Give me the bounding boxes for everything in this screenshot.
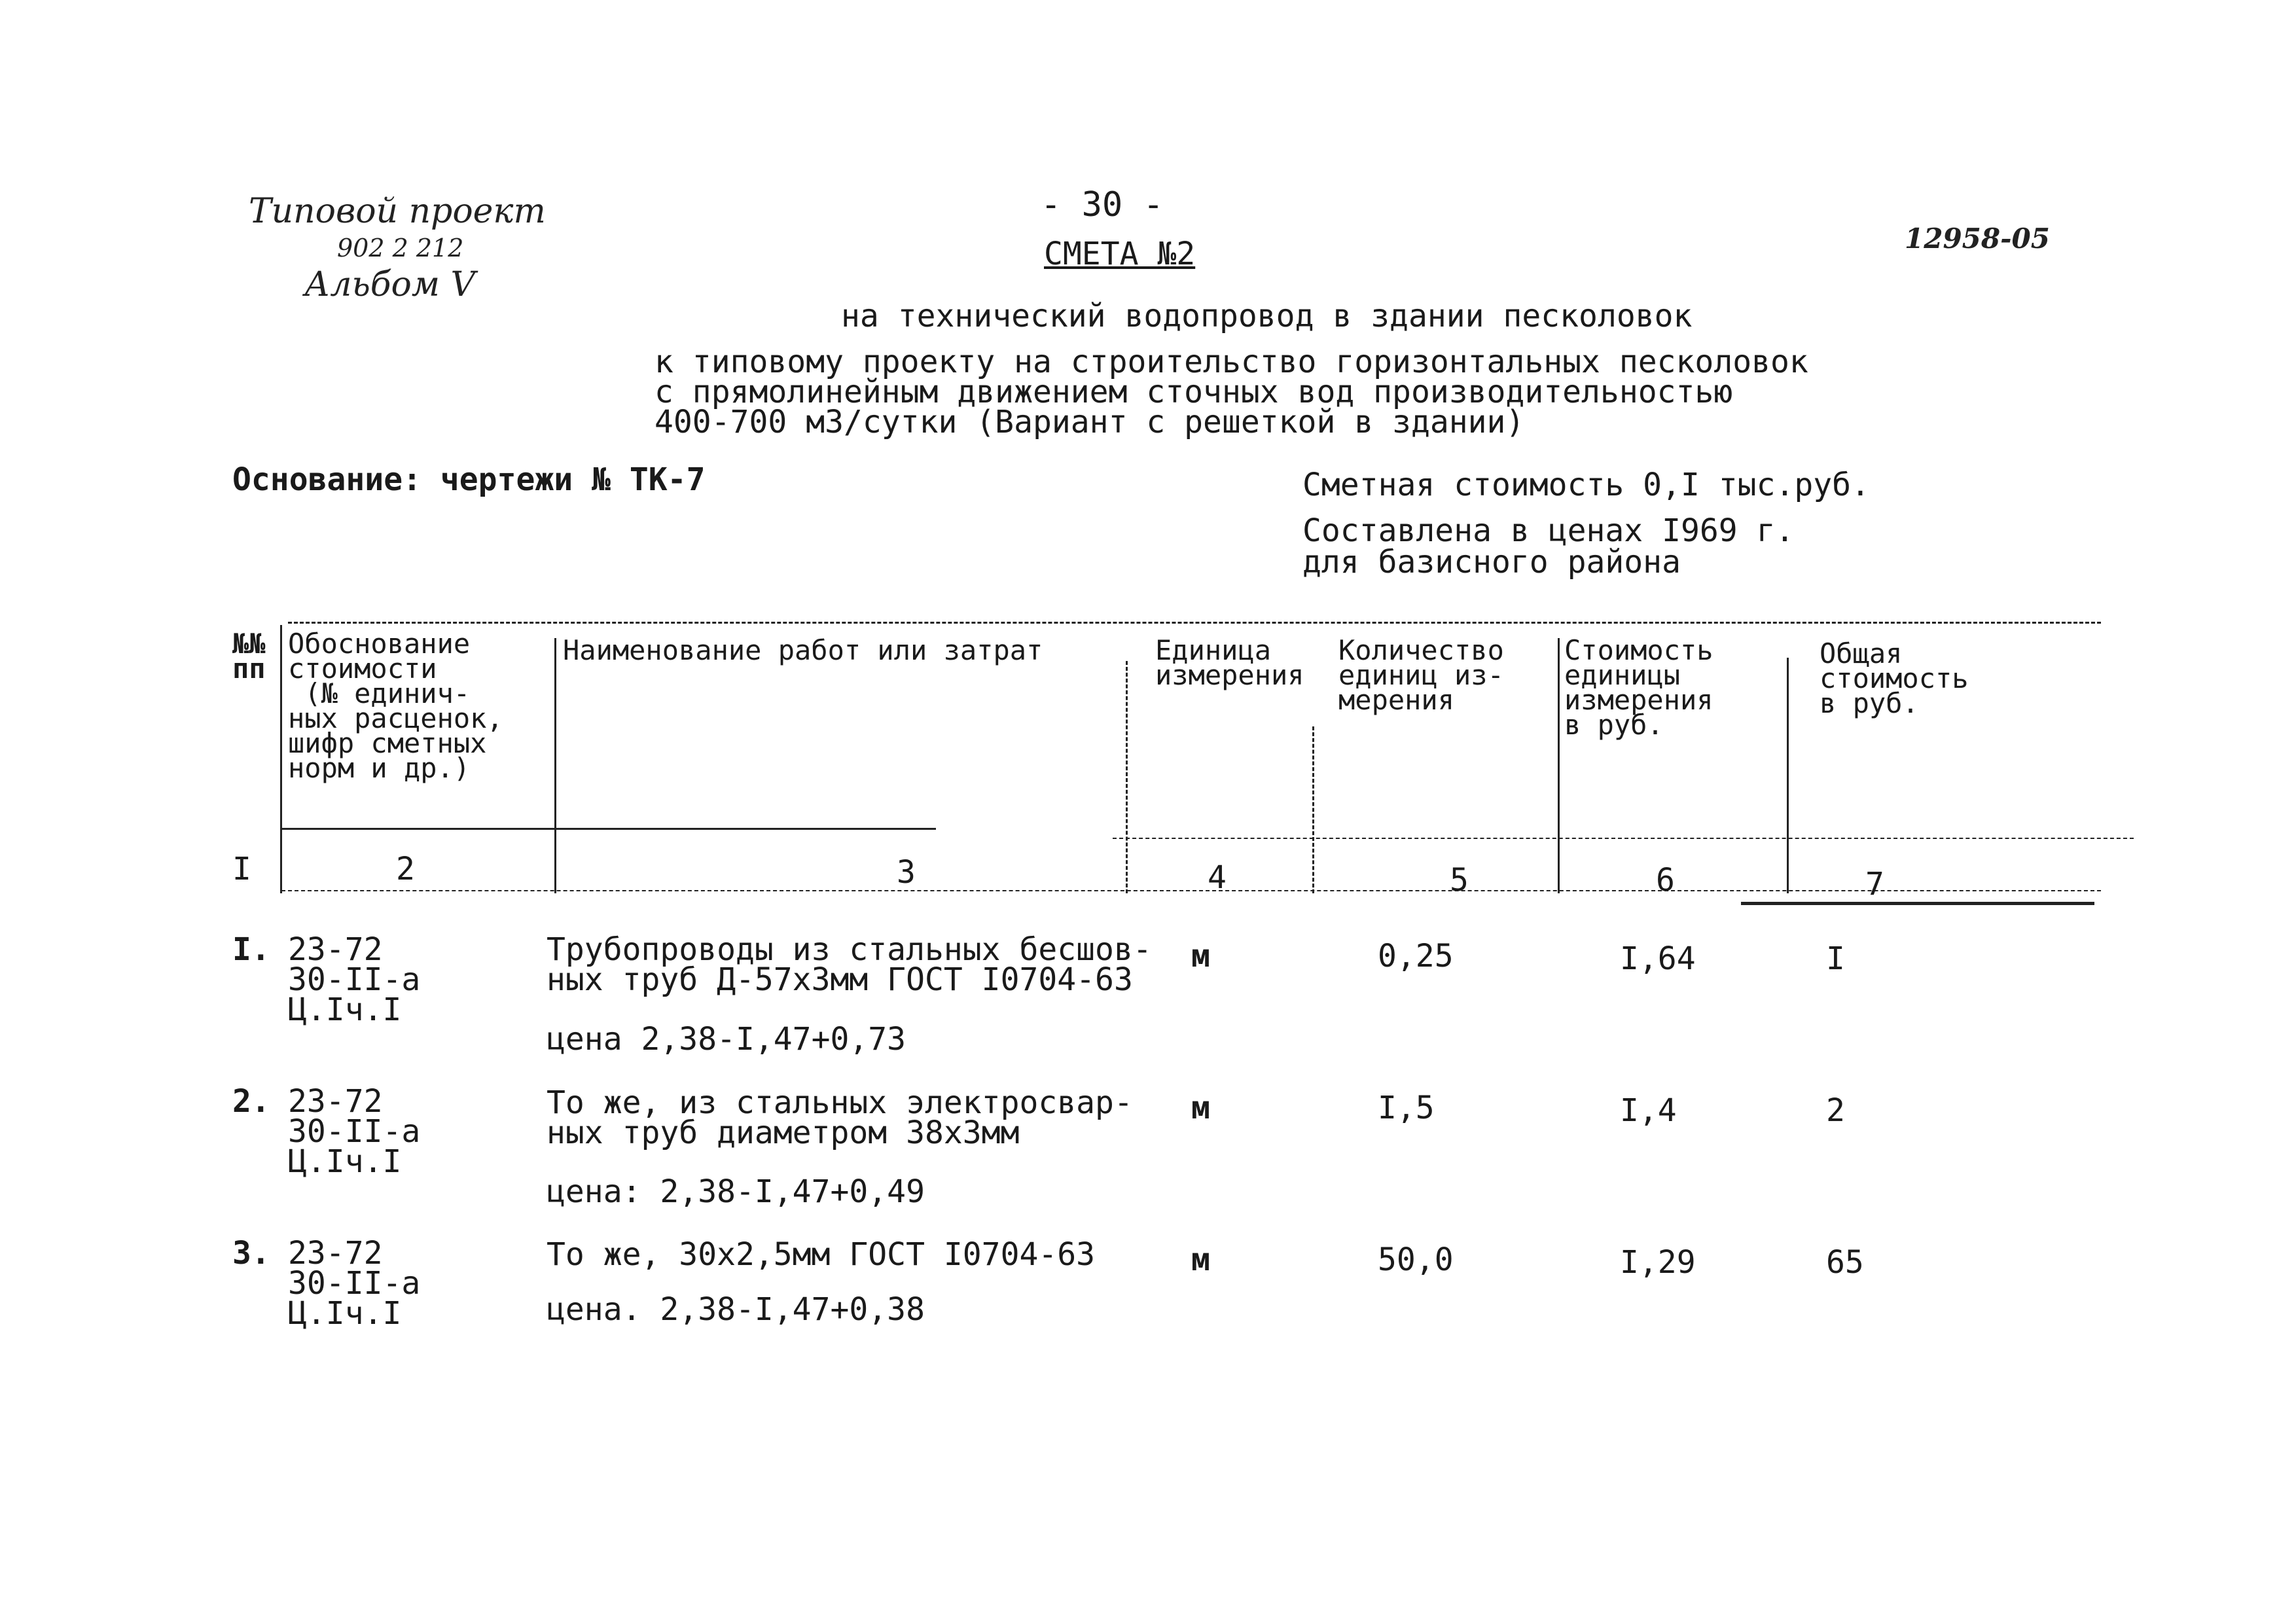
stamp-line-1: Типовой проект [249, 192, 546, 231]
basis-drawings: Основание: чертежи № ТК-7 [232, 461, 706, 498]
stamp-line-2: 902 2 212 [337, 234, 464, 262]
header-bottom-rule [281, 828, 936, 830]
col-number-3: 3 [897, 854, 916, 891]
row-basis-line: Ц.Iч.I [288, 1143, 402, 1180]
header-total-cost: Общая стоимость в руб. [1820, 637, 1969, 719]
row-quantity: 0,25 [1378, 938, 1454, 974]
row-name-line: ных труб Д-57х3мм ГОСТ I0704-63 [547, 961, 1133, 998]
row-price: цена: 2,38-I,47+0,49 [547, 1173, 925, 1210]
page-number: - 30 - [1041, 185, 1164, 224]
header-row-number: №№ пп [232, 628, 266, 685]
row-unit-cost: I,64 [1620, 940, 1696, 977]
project-stamp [249, 193, 546, 303]
header-unit: Единица измерения [1155, 634, 1304, 691]
col-number-1: I [232, 851, 251, 887]
col-number-2: 2 [396, 851, 415, 887]
row-unit: м [1191, 1090, 1210, 1126]
row-total: 65 [1826, 1244, 1864, 1281]
col-divider-4 [1312, 726, 1314, 893]
row-unit: м [1191, 1241, 1210, 1278]
row-name-line: То же, из стальных электросвар- [547, 1084, 1133, 1121]
row-basis-line: 30-II-а [288, 1113, 421, 1150]
header-bottom-rule-right [1113, 838, 2134, 839]
region-basis: для базисного района [1302, 544, 1681, 580]
row-quantity: I,5 [1378, 1090, 1435, 1126]
estimated-cost: Сметная стоимость 0,I тыс.руб. [1302, 467, 1870, 503]
col-number-7: 7 [1865, 866, 1884, 902]
row-name-line: ных труб диаметром 38х3мм [547, 1115, 1020, 1151]
col-number-4: 4 [1208, 859, 1227, 896]
row-basis-line: 23-72 [288, 1235, 383, 1272]
col-divider-5 [1558, 638, 1560, 893]
row-price: цена 2,38-I,47+0,73 [547, 1021, 906, 1058]
row-price: цена. 2,38-I,47+0,38 [547, 1291, 925, 1328]
document-code: 12958-05 [1905, 223, 2050, 255]
col-divider-2 [554, 638, 556, 893]
estimate-subject: на технический водопровод в здании песколовок [841, 298, 1693, 334]
row-basis-line: 23-72 [288, 1083, 383, 1120]
row-number: 2. [232, 1083, 270, 1120]
row-basis-line: 23-72 [288, 931, 383, 968]
row-basis-line: 30-II-а [288, 1265, 421, 1302]
header-unit-cost: Стоимость единицы измерения в руб. [1564, 634, 1713, 741]
row-basis-line: 30-II-а [288, 961, 421, 998]
col-number-6: 6 [1656, 862, 1675, 899]
row-unit-cost: I,29 [1620, 1244, 1696, 1281]
col-number-5: 5 [1450, 862, 1469, 899]
row-quantity: 50,0 [1378, 1241, 1454, 1278]
estimate-heading: СМЕТА №2 [1044, 236, 1196, 272]
col-number-rule-right [1741, 902, 2094, 905]
table-top-rule [288, 622, 2101, 624]
col-divider-1 [280, 625, 282, 893]
title-line-2: с прямолинейным движением сточных вод производительностью [655, 374, 1733, 410]
price-basis: Составлена в ценах I969 г. [1302, 512, 1795, 549]
header-cost-basis: Обоснование стоимости (№ единич- ных расценок, шифр сметных норм и др.) [288, 628, 503, 784]
header-quantity: Количество единиц из- мерения [1338, 634, 1504, 716]
row-basis-line: Ц.Iч.I [288, 1295, 402, 1332]
row-total: I [1826, 940, 1845, 977]
col-divider-3 [1126, 661, 1128, 893]
stamp-line-3: Альбом V [304, 265, 476, 304]
row-unit-cost: I,4 [1620, 1092, 1677, 1129]
row-name-line: То же, 30х2,5мм ГОСТ I0704-63 [547, 1236, 1096, 1273]
title-line-3: 400-700 м3/сутки (Вариант с решеткой в здании) [655, 404, 1525, 440]
row-number: I. [232, 931, 270, 968]
header-work-name: Наименование работ или затрат [563, 634, 1043, 666]
row-name-line: Трубопроводы из стальных бесшов- [547, 931, 1152, 968]
row-unit: м [1191, 938, 1210, 974]
row-number: 3. [232, 1235, 270, 1272]
col-divider-6 [1787, 658, 1789, 893]
row-basis-line: Ц.Iч.I [288, 991, 402, 1028]
row-total: 2 [1826, 1092, 1845, 1129]
title-line-1: к типовому проекту на строительство горизонтальных песколовок [655, 344, 1808, 380]
